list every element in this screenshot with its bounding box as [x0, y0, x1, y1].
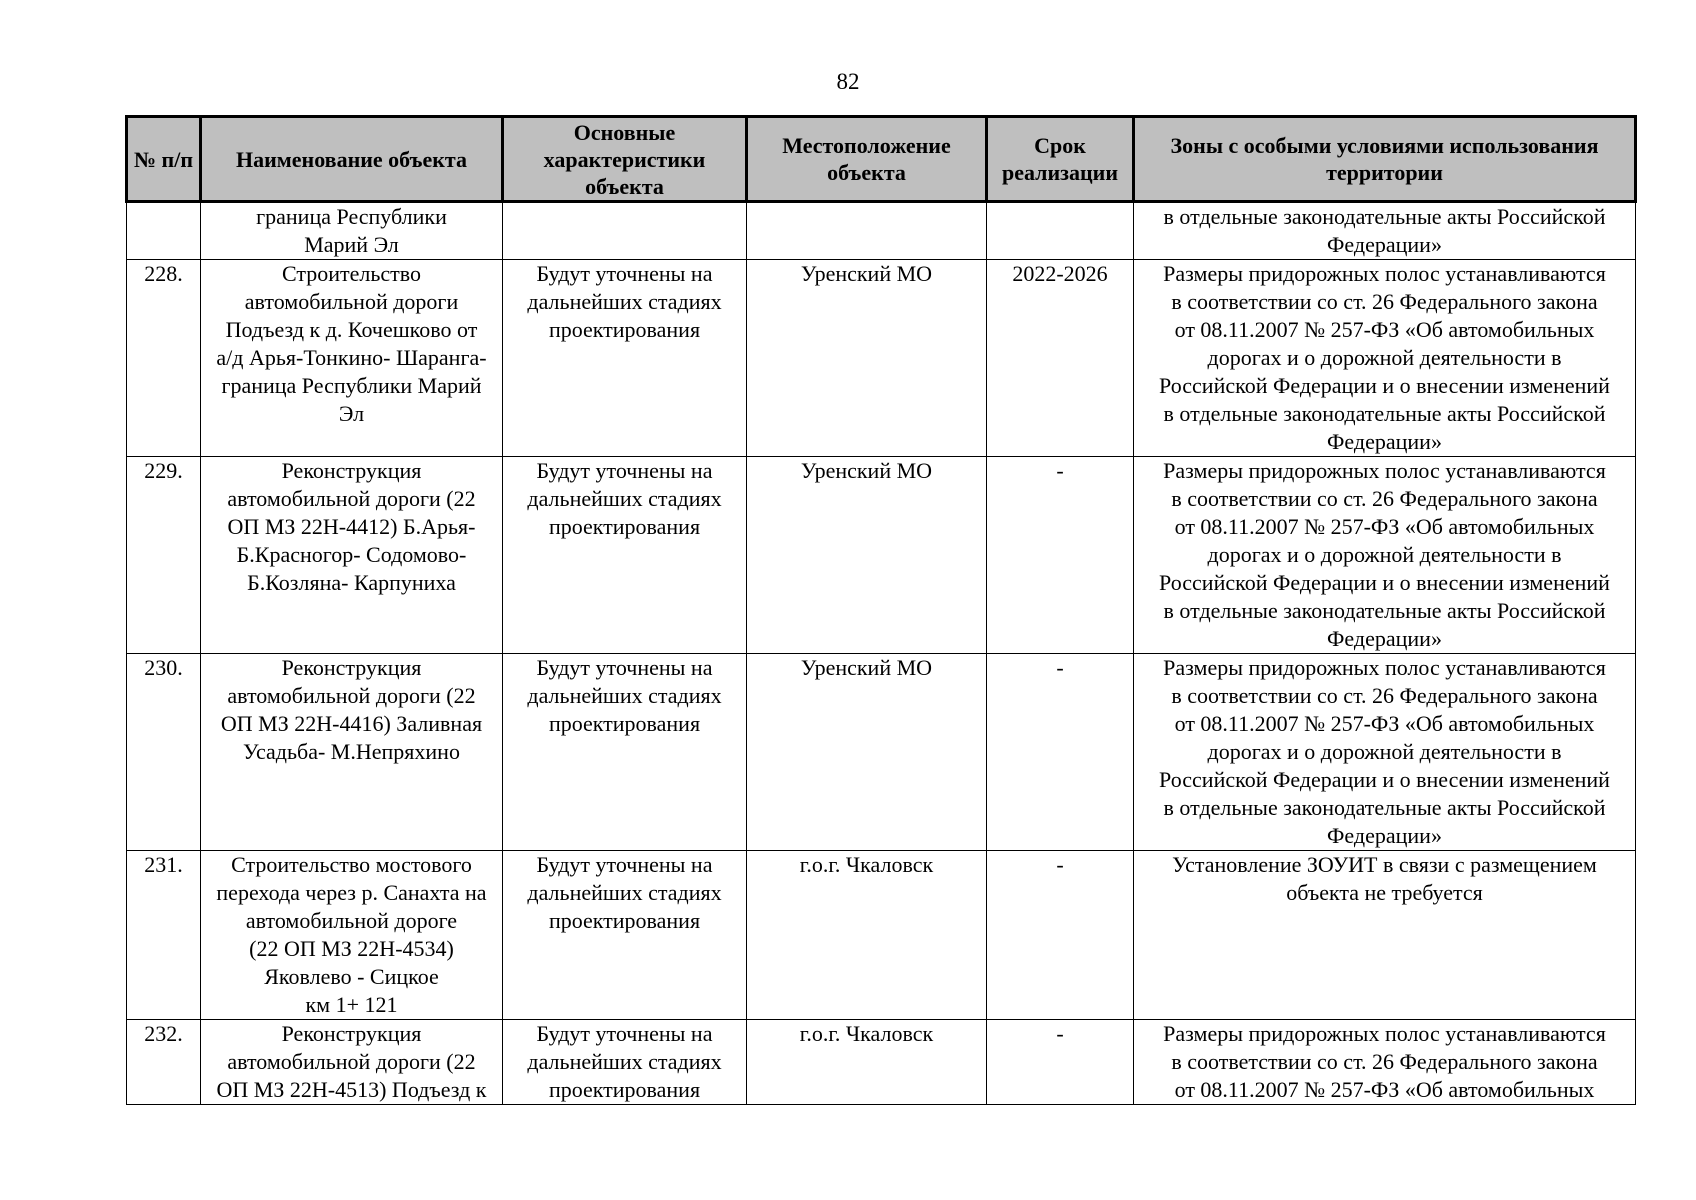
cell-name: граница Республики Марий Эл	[201, 202, 503, 260]
table-header-row	[127, 117, 1636, 202]
cell-location	[747, 202, 987, 260]
cell-name: Строительство автомобильной дороги Подъезд к д. Кочешково от а/д Арья-Тонкино- Шаранга- граница Республики Марий Эл	[201, 260, 503, 457]
table-row	[127, 654, 1636, 851]
cell-term: -	[987, 654, 1134, 851]
header-characteristics: Основные характеристики объекта	[503, 117, 747, 202]
header-name: Наименование объекта	[201, 117, 503, 202]
header-location: Местоположение объекта	[747, 117, 987, 202]
cell-zones: Размеры придорожных полос устанавливаются в соответствии со ст. 26 Федерального закона от 08.11.2007 № 257-ФЗ «Об автомобильных дорогах и о дорожной деятельности в Российской Федерации и о внесении изменений в отдельные законодательные акты Российской Федерации»	[1134, 260, 1636, 457]
cell-num	[127, 202, 201, 260]
table-row	[127, 202, 1636, 260]
cell-num: 230.	[127, 654, 201, 851]
cell-num: 231.	[127, 851, 201, 1020]
cell-name: Реконструкция автомобильной дороги (22 ОП МЗ 22Н-4513) Подъезд к	[201, 1020, 503, 1105]
cell-characteristics: Будут уточнены на дальнейших стадиях проектирования	[503, 851, 747, 1020]
cell-characteristics: Будут уточнены на дальнейших стадиях проектирования	[503, 654, 747, 851]
cell-name: Строительство мостового перехода через р. Санахта на автомобильной дороге (22 ОП МЗ 22Н-4534) Яковлево - Сицкое км 1+ 121	[201, 851, 503, 1020]
table-row	[127, 851, 1636, 1020]
cell-location: Уренский МО	[747, 654, 987, 851]
cell-num: 229.	[127, 457, 201, 654]
cell-term: -	[987, 851, 1134, 1020]
cell-location: г.о.г. Чкаловск	[747, 851, 987, 1020]
table-row	[127, 457, 1636, 654]
cell-location: Уренский МО	[747, 457, 987, 654]
cell-zones: Установление ЗОУИТ в связи с размещением объекта не требуется	[1134, 851, 1636, 1020]
header-num: № п/п	[127, 117, 201, 202]
table-row	[127, 1020, 1636, 1105]
cell-num: 228.	[127, 260, 201, 457]
header-zones: Зоны с особыми условиями использования территории	[1134, 117, 1636, 202]
cell-term: -	[987, 457, 1134, 654]
header-term: Срок реализации	[987, 117, 1134, 202]
cell-characteristics: Будут уточнены на дальнейших стадиях проектирования	[503, 457, 747, 654]
cell-num: 232.	[127, 1020, 201, 1105]
cell-zones: Размеры придорожных полос устанавливаются в соответствии со ст. 26 Федерального закона от 08.11.2007 № 257-ФЗ «Об автомобильных	[1134, 1020, 1636, 1105]
cell-name: Реконструкция автомобильной дороги (22 ОП МЗ 22Н-4412) Б.Арья- Б.Красногор- Содомово- Б.Козляна- Карпуниха	[201, 457, 503, 654]
cell-zones: Размеры придорожных полос устанавливаются в соответствии со ст. 26 Федерального закона от 08.11.2007 № 257-ФЗ «Об автомобильных дорогах и о дорожной деятельности в Российской Федерации и о внесении изменений в отдельные законодательные акты Российской Федерации»	[1134, 654, 1636, 851]
objects-table	[125, 115, 1637, 1105]
cell-characteristics: Будут уточнены на дальнейших стадиях проектирования	[503, 1020, 747, 1105]
cell-location: г.о.г. Чкаловск	[747, 1020, 987, 1105]
table-row	[127, 260, 1636, 457]
cell-zones: Размеры придорожных полос устанавливаются в соответствии со ст. 26 Федерального закона от 08.11.2007 № 257-ФЗ «Об автомобильных дорогах и о дорожной деятельности в Российской Федерации и о внесении изменений в отдельные законодательные акты Российской Федерации»	[1134, 457, 1636, 654]
page-number: 82	[836, 69, 860, 94]
cell-zones: в отдельные законодательные акты Российской Федерации»	[1134, 202, 1636, 260]
cell-term: -	[987, 1020, 1134, 1105]
cell-location: Уренский МО	[747, 260, 987, 457]
cell-term: 2022-2026	[987, 260, 1134, 457]
cell-name: Реконструкция автомобильной дороги (22 ОП МЗ 22Н-4416) Заливная Усадьба- М.Непряхино	[201, 654, 503, 851]
cell-characteristics	[503, 202, 747, 260]
cell-term	[987, 202, 1134, 260]
cell-characteristics: Будут уточнены на дальнейших стадиях проектирования	[503, 260, 747, 457]
